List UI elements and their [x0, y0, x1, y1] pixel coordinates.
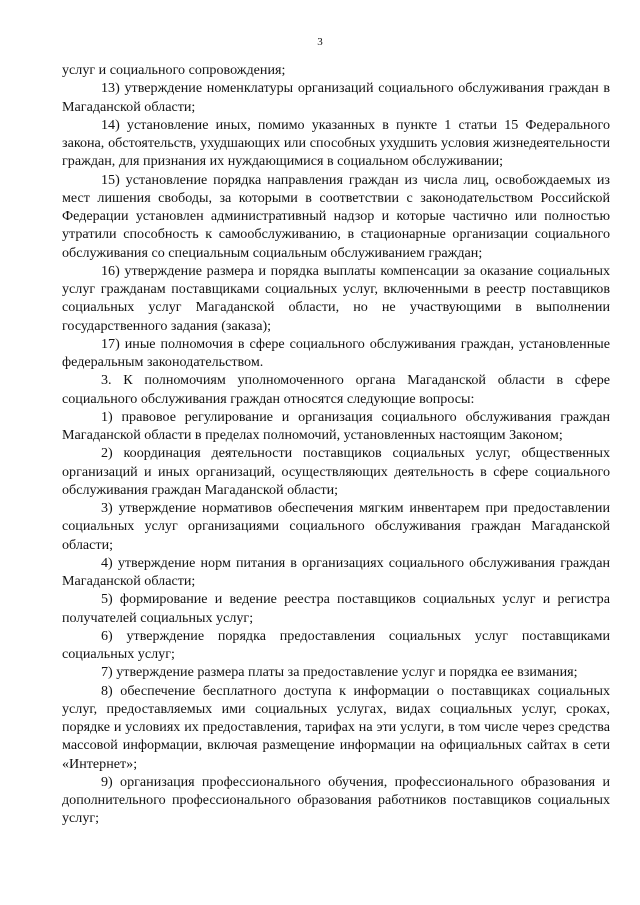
paragraph: 14) установление иных, помимо указанных в пункте 1 статьи 15 Федерального закона, обстоятельств, ухудшающих или способных ухудшить условия жизнедеятельности граждан, для признания их нуждающимися в социальном обслуживании; — [62, 116, 610, 170]
paragraph: услуг и социального сопровождения; — [62, 62, 286, 78]
paragraph: 3) утверждение нормативов обеспечения мягким инвентарем при предоставлении социальных услуг организациями социального обслуживания граждан Магаданской области; — [62, 500, 610, 553]
paragraph: 13) утверждение номенклатуры организаций социального обслуживания граждан в Магаданской области; — [62, 80, 610, 115]
paragraph: 5) формирование и ведение реестра поставщиков социальных услуг и регистра получателей социальных услуг; — [62, 591, 610, 626]
paragraph: 7) утверждение размера платы за предоставление услуг и порядка ее взимания; — [101, 664, 578, 681]
paragraph: 17) иные полномочия в сфере социального обслуживания граждан, установленные федеральным законодательством. — [62, 335, 610, 370]
page-number: 3 — [317, 36, 323, 48]
paragraph: 1) правовое регулирование и организация социального обслуживания граждан Магаданской области в пределах полномочий, установленных настоящим Законом; — [62, 408, 610, 443]
document-body — [62, 61, 610, 828]
paragraph: 9) организация профессионального обучения, профессионального образования и дополнительного профессионального образования работников поставщиков социальных услуг; — [62, 773, 610, 827]
paragraph: 6) утверждение порядка предоставления социальных услуг поставщиками социальных услуг; — [62, 627, 610, 662]
paragraph: 3. К полномочиям уполномоченного органа Магаданской области в сфере социального обслуживания граждан относятся следующие вопросы: — [62, 372, 610, 407]
paragraph: 15) установление порядка направления граждан из числа лиц, освобождаемых из мест лишения свободы, за которыми в соответствии с законодательством Российской Федерации установлен административный надзор и которые частично или полностью утратили способность к самообслуживанию, в стационарные организации социального обслуживания со специальным социальным обслуживанием граждан; — [62, 171, 610, 261]
paragraph: 4) утверждение норм питания в организациях социального обслуживания граждан Магаданской области; — [62, 554, 610, 589]
paragraph: 2) координация деятельности поставщиков социальных услуг, общественных организаций и иных организаций, осуществляющих деятельность в сфере социального обслуживания граждан Магаданской области; — [62, 445, 610, 498]
paragraph: 16) утверждение размера и порядка выплаты компенсации за оказание социальных услуг гражданам поставщиками социальных услуг, включенными в реестр поставщиков социальных услуг Магаданской области, но не участвующими в выполнении государственного задания (заказа); — [62, 262, 610, 334]
paragraph: 8) обеспечение бесплатного доступа к информации о поставщиках социальных услуг, предоставляемых ими социальных услугах, видах социальных услуг, сроках, порядке и условиях их предоставления, тарифах на эти услуги, в том числе через средства массовой информации, включая размещение информации на официальных сайтах в сети «Интернет»; — [62, 682, 610, 772]
